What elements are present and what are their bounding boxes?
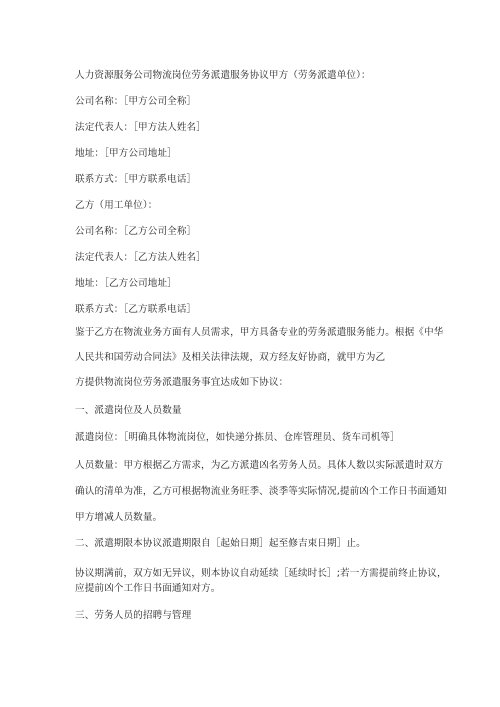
party-a-address: 地址：［甲方公司地址］ xyxy=(75,148,177,159)
document-title-line: 人力资源服务公司物流岗位劳务派遣服务协议甲方（劳务派遣单位）： xyxy=(75,70,371,81)
party-b-contact: 联系方式：［乙方联系电话］ xyxy=(75,304,197,315)
party-b-heading: 乙方（用工单位）： xyxy=(75,200,158,211)
party-a-contact: 联系方式：［甲方联系电话］ xyxy=(75,174,197,185)
party-b-address: 地址：［乙方公司地址］ xyxy=(75,278,177,289)
staff-count-line-1: 人员数量：甲方根据乙方需求，为乙方派遣凶名劳务人员。具体人数以实际派遣时双方 xyxy=(75,460,444,471)
section-1-heading: 一、派遣岗位及人员数量 xyxy=(75,405,182,416)
party-a-company-name: 公司名称：［甲方公司全称］ xyxy=(75,96,197,107)
preamble-line-1: 鉴于乙方在物流业务方面有人员需求，甲方具备专业的劳务派遣服务能力。根据《中华 xyxy=(75,327,444,338)
party-a-legal-representative: 法定代表人：［甲方法人姓名］ xyxy=(75,122,206,133)
term-line-2: 应提前凶个工作日书面通知对方。 xyxy=(75,583,221,594)
term-line-1: 协议期满前，双方如无异议，则本协议自动延续［延续时长］;若一方需提前终止协议， xyxy=(75,568,447,579)
party-b-company-name: 公司名称：［乙方公司全称］ xyxy=(75,226,197,237)
staff-count-line-2: 确认的清单为准，乙方可根据物流业务旺季、淡季等实际情况,提前凶个工作日书面通知 xyxy=(75,486,447,497)
party-b-legal-representative: 法定代表人：［乙方法人姓名］ xyxy=(75,252,206,263)
dispatch-positions: 派遣岗位：［明确具体物流岗位，如快递分拣员、仓库管理员、货车司机等］ xyxy=(75,432,400,443)
section-3-heading: 三、劳务人员的招聘与管理 xyxy=(75,610,192,621)
preamble-line-2: 人民共和国劳动合同法》及相关法律法规，双方经友好协商，就甲方为乙 xyxy=(75,352,386,363)
preamble-line-3: 方提供物流岗位劳务派遣服务事宜达成如下协议： xyxy=(75,377,289,388)
section-2-heading: 二、派遣期限本协议派遣期限自［起始日期］起至修吉束日期］止。 xyxy=(75,538,366,549)
staff-count-line-3: 甲方增减人员数量。 xyxy=(75,512,163,523)
